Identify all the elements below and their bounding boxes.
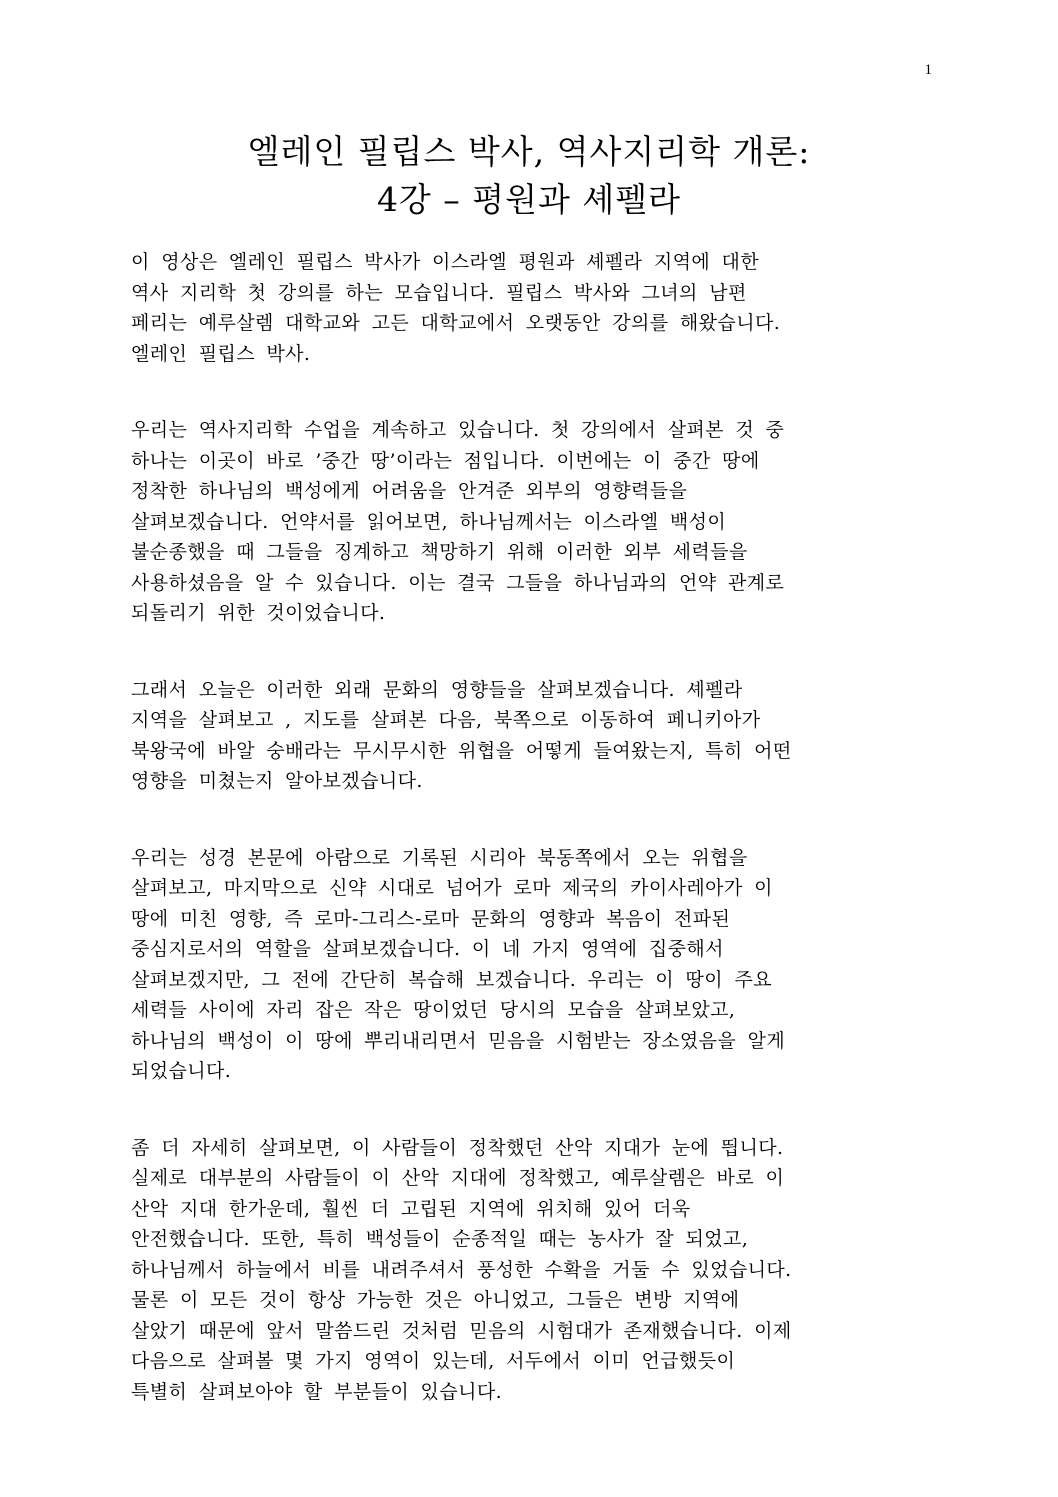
text-line: 하나는 이곳이 바로 ’중간 땅’이라는 점입니다. 이번에는 이 중간 땅에 <box>131 449 760 472</box>
paragraph <box>131 1133 931 1408</box>
text-line: 우리는 성경 본문에 아람으로 기록된 시리아 북동쪽에서 오는 위협을 <box>131 846 748 869</box>
text-line: 영향을 미쳤는지 알아보겠습니다. <box>131 770 423 792</box>
text-line: 좀 더 자세히 살펴보면, 이 사람들이 정착했던 산악 지대가 눈에 띕니다. <box>131 1136 784 1159</box>
text-line: 중심지로서의 역할을 살펴보겠습니다. 이 네 가지 영역에 집중해서 <box>131 938 724 960</box>
text-line: 북왕국에 바알 숭배라는 무시무시한 위협을 어떻게 들여왔는지, 특히 어떤 <box>131 739 792 762</box>
text-line: 다음으로 살펴볼 몇 가지 영역이 있는데, 서두에서 이미 언급했듯이 <box>131 1350 736 1372</box>
document-body <box>131 247 931 1453</box>
text-line: 우리는 역사지리학 수업을 계속하고 있습니다. 첫 강의에서 살펴본 것 중 <box>131 419 785 441</box>
text-line: 사용하셨음을 알 수 있습니다. 이는 결국 그들을 하나님과의 언약 관계로 <box>131 571 785 594</box>
text-line: 불순종했을 때 그들을 징계하고 책망하기 위해 이러한 외부 세력들을 <box>131 541 748 563</box>
text-line: 역사 지리학 첫 강의를 하는 모습입니다. 필립스 박사와 그녀의 남편 <box>131 281 747 304</box>
text-line: 그래서 오늘은 이러한 외래 문화의 영향들을 살펴보겠습니다. 셰펠라 <box>131 678 743 701</box>
paragraph <box>131 415 931 629</box>
text-line: 땅에 미친 영향, 즉 로마-그리스-로마 문화의 영향과 복음이 전파된 <box>131 907 731 930</box>
text-line: 살펴보고, 마지막으로 신약 시대로 넘어가 로마 제국의 카이사레아가 이 <box>131 877 773 899</box>
text-line: 살펴보겠습니다. 언약서를 읽어보면, 하나님께서는 이스라엘 백성이 <box>131 510 727 533</box>
text-line: 세력들 사이에 자리 잡은 작은 땅이었던 당시의 모습을 살펴보았고, <box>131 999 736 1021</box>
text-line: 살펴보겠지만, 그 전에 간단히 복습해 보겠습니다. 우리는 이 땅이 주요 <box>131 968 772 991</box>
text-line: 물론 이 모든 것이 항상 가능한 것은 아니었고, 그들은 변방 지역에 <box>131 1289 740 1311</box>
text-line: 이 영상은 엘레인 필립스 박사가 이스라엘 평원과 셰펠라 지역에 대한 <box>131 251 760 273</box>
text-line: 실제로 대부분의 사람들이 이 산악 지대에 정착했고, 예루살렘은 바로 이 <box>131 1167 785 1189</box>
title-line-1: 엘레인 필립스 박사, 역사지리학 개론: <box>247 132 811 171</box>
title-line-2: 4강 – 평원과 셰펠라 <box>376 180 682 219</box>
text-line: 특별히 살펴보아야 할 부분들이 있습니다. <box>131 1380 503 1403</box>
text-line: 페리는 예루살렘 대학교와 고든 대학교에서 오랫동안 강의를 해왔습니다. <box>131 312 781 334</box>
text-line: 산악 지대 한가운데, 훨씬 더 고립된 지역에 위치해 있어 더욱 <box>131 1197 691 1220</box>
paragraph <box>131 247 931 369</box>
document-title <box>0 128 1058 224</box>
text-line: 되었습니다. <box>131 1060 232 1082</box>
paragraph <box>131 675 931 797</box>
text-line: 살았기 때문에 앞서 말씀드린 것처럼 믿음의 시험대가 존재했습니다. 이제 <box>131 1319 792 1342</box>
text-line: 안전했습니다. 또한, 특히 백성들이 순종적일 때는 농사가 잘 되었고, <box>131 1228 749 1250</box>
text-line: 하나님께서 하늘에서 비를 내려주셔서 풍성한 수확을 거둘 수 있었습니다. <box>131 1258 792 1281</box>
text-line: 되돌리기 위한 것이었습니다. <box>131 602 386 624</box>
text-line: 정착한 하나님의 백성에게 어려움을 안겨준 외부의 영향력들을 <box>131 480 688 502</box>
page-number: 1 <box>924 62 932 78</box>
text-line: 엘레인 필립스 박사. <box>131 342 311 365</box>
text-line: 하나님의 백성이 이 땅에 뿌리내리면서 믿음을 시험받는 장소였음을 알게 <box>131 1029 786 1052</box>
paragraph <box>131 843 931 1087</box>
text-line: 지역을 살펴보고 , 지도를 살펴본 다음, 북쪽으로 이동하여 페니키아가 <box>131 709 761 731</box>
